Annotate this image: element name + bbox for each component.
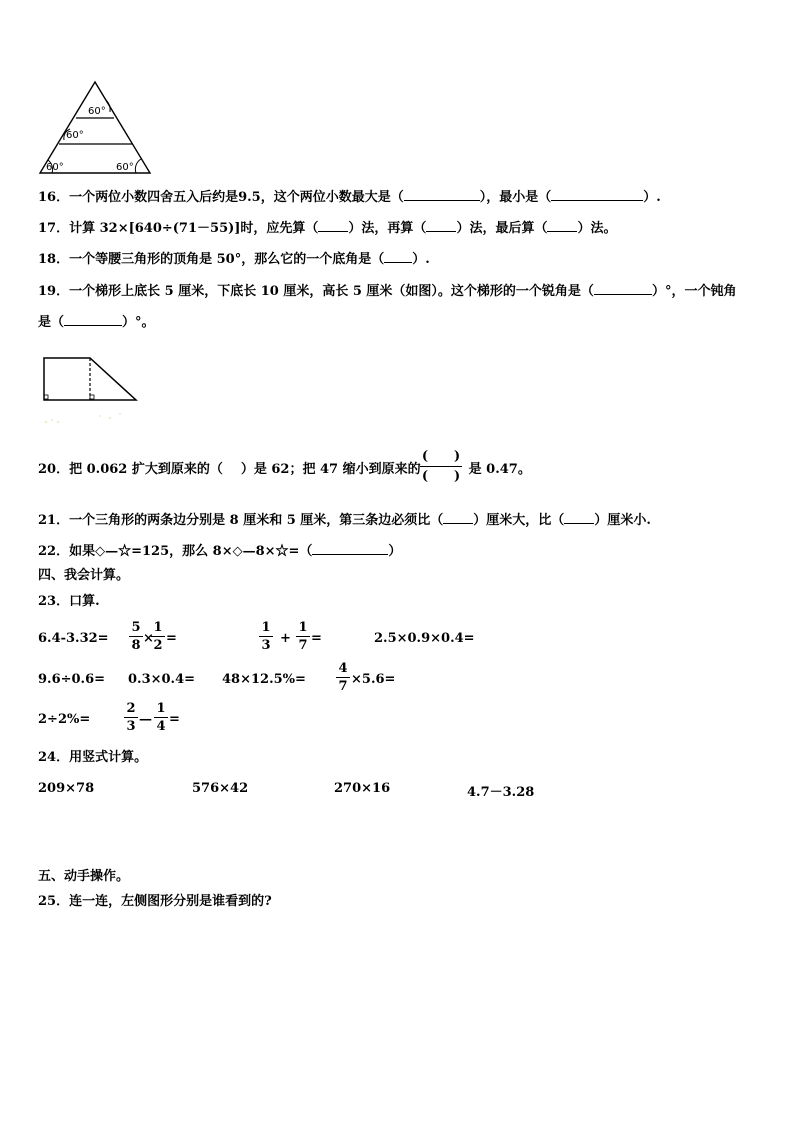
operator: × [143, 631, 154, 646]
calc-item: 2.5×0.9×0.4= [374, 631, 475, 646]
section-4-heading: 四、我会计算。 [38, 568, 130, 583]
triangle-figure [36, 80, 156, 176]
fraction: 1 4 [154, 701, 168, 734]
calc-item: 6.4-3.32= [38, 631, 109, 646]
question-20: 20．把 0.062 扩大到原来的（ ）是 62；把 47 缩小到原来的 是 0.47。 [38, 462, 531, 477]
angle-label-bottom-left: 60° [46, 162, 64, 173]
question-22: 22．如果◇—☆=125，那么 8×◇—8×☆=（ ） [38, 544, 402, 559]
calc-item: ×5.6= [351, 672, 396, 687]
fraction: 1 3 [259, 620, 273, 653]
angle-label-bottom-right: 60° [116, 162, 134, 173]
answer-blank[interactable] [318, 219, 348, 232]
answer-blank[interactable] [443, 511, 473, 524]
equals-sign: = [166, 631, 177, 646]
fraction: 1 7 [296, 620, 310, 653]
fraction: 4 7 [336, 661, 350, 694]
calc-item: 48×12.5%= [222, 672, 306, 687]
answer-blank[interactable] [547, 219, 577, 232]
operator: — [139, 712, 152, 727]
question-19-line-1: 19．一个梯形上底长 5 厘米，下底长 10 厘米，高长 5 厘米（如图）。这个梯形的一个锐角是（ ）°，一个钝角 [38, 284, 737, 299]
answer-blank[interactable] [404, 188, 480, 201]
calc-item: 9.6÷0.6= [38, 672, 106, 687]
question-16: 16．一个两位小数四舍五入后约是9.5，这个两位小数最大是（ ），最小是（ ）. [38, 190, 661, 205]
fraction: 5 8 [129, 620, 143, 653]
answer-blank[interactable] [384, 250, 412, 263]
answer-blank[interactable] [594, 282, 652, 295]
calc-item: 2÷2%= [38, 712, 91, 727]
answer-blank[interactable] [551, 188, 643, 201]
fraction-blank[interactable]: ( ) ( ) [421, 449, 461, 484]
question-17: 17．计算 32×[640÷(71－55)]时，应先算（ ）法，再算（ ）法，最后算（ ）法。 [38, 221, 617, 236]
question-19-line-2: 是（ ）°。 [38, 315, 155, 330]
fraction: 2 3 [124, 701, 138, 734]
question-24-title: 24．用竖式计算。 [38, 750, 148, 765]
equals-sign: = [169, 712, 180, 727]
calc-item: 0.3×0.4= [128, 672, 196, 687]
angle-label-top: 60° [88, 106, 106, 117]
fraction: 1 2 [151, 620, 165, 653]
calc-item: 576×42 [192, 781, 249, 796]
angle-label-middle: 60° [66, 130, 84, 141]
calc-item: 4.7－3.28 [467, 785, 535, 800]
question-21: 21．一个三角形的两条边分别是 8 厘米和 5 厘米，第三条边必须比（ ）厘米大，比（ ）厘米小. [38, 513, 651, 528]
answer-blank[interactable] [312, 542, 388, 555]
calc-item: 270×16 [334, 781, 391, 796]
question-25: 25．连一连，左侧图形分别是谁看到的? [38, 894, 272, 909]
answer-blank[interactable] [64, 313, 122, 326]
calc-item: 209×78 [38, 781, 95, 796]
question-23-title: 23．口算. [38, 594, 100, 609]
answer-blank[interactable] [426, 219, 456, 232]
question-18: 18．一个等腰三角形的顶角是 50°，那么它的一个底角是（ ）. [38, 252, 430, 267]
trapezoid-figure [40, 354, 150, 434]
equals-sign: = [311, 631, 322, 646]
operator: + [280, 631, 291, 646]
answer-blank[interactable] [564, 511, 594, 524]
section-5-heading: 五、动手操作。 [38, 869, 130, 884]
